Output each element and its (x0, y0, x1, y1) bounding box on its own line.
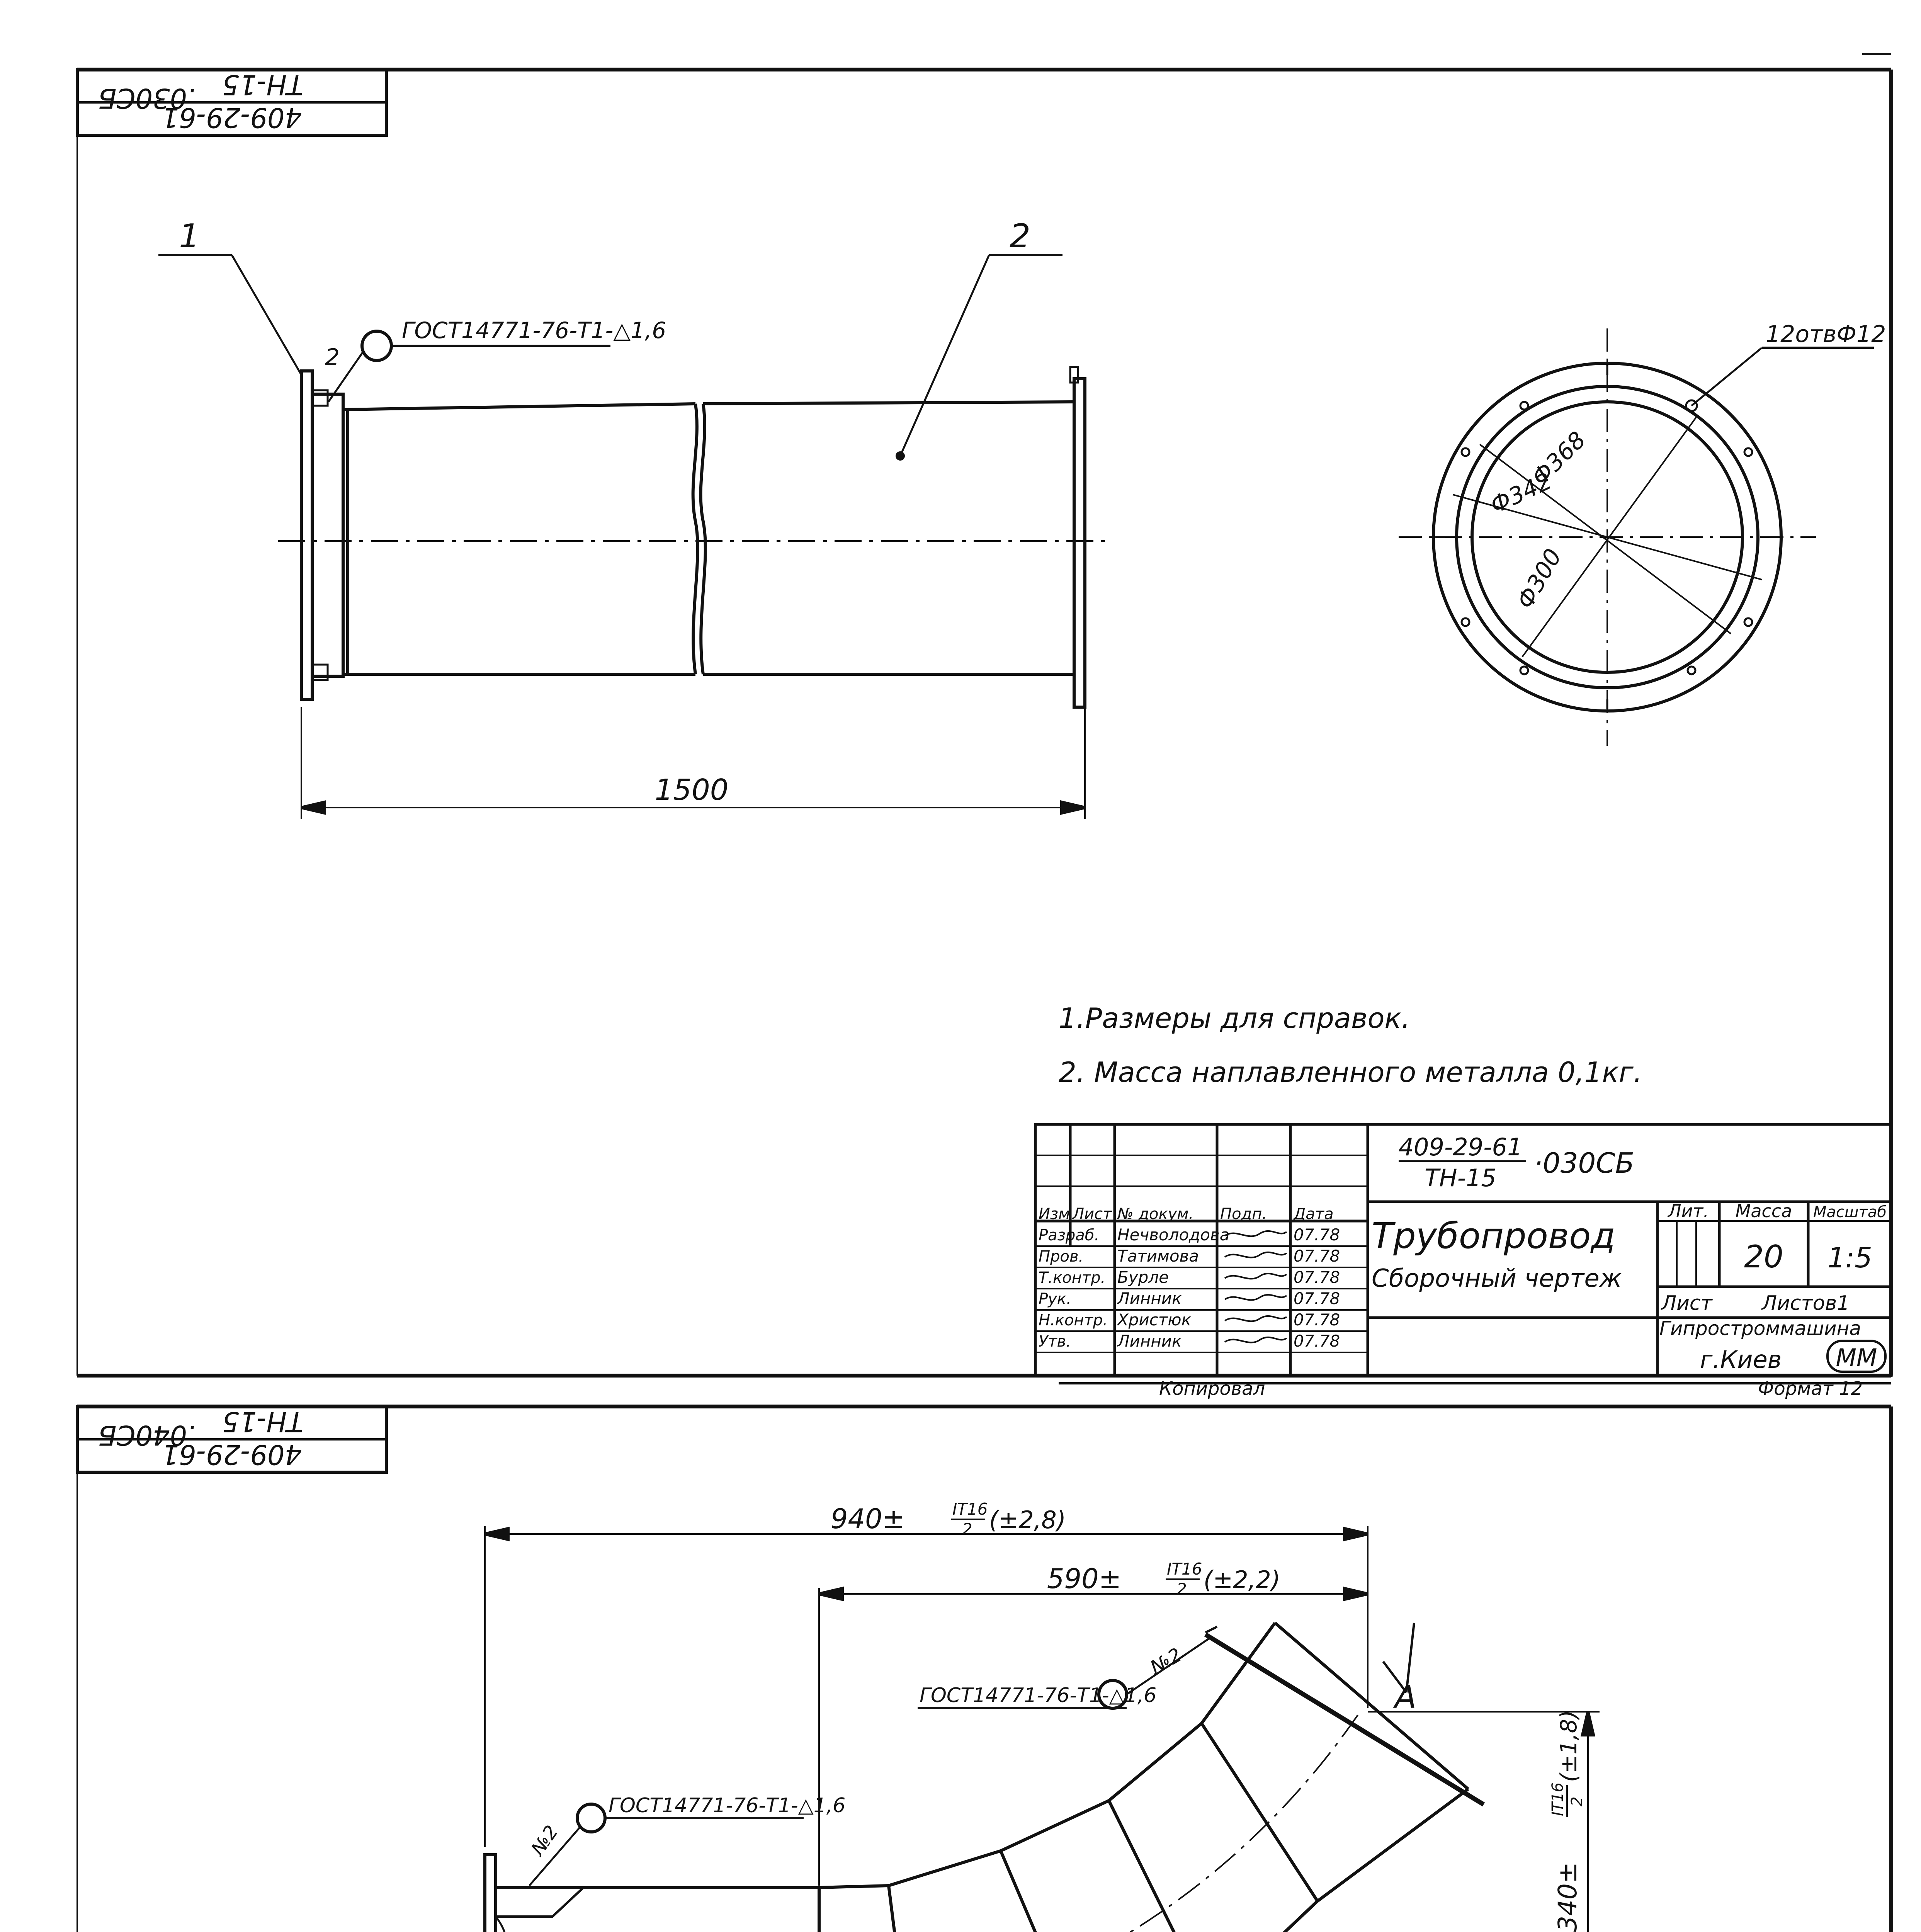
signature-date: 07.78 (1294, 1268, 1340, 1287)
elbow-drawing (402, 1526, 1600, 1932)
tb1-mass-label: Масса (1735, 1201, 1792, 1221)
table-header-cell: № докум. (1117, 1205, 1194, 1223)
dim-940-frac-bottom: 2 (962, 1520, 972, 1539)
section-d342-label: Ф342 (1486, 467, 1556, 519)
tb1-city: г.Киев (1700, 1345, 1782, 1374)
dim-340-frac-top: IT16 (1549, 1782, 1567, 1816)
tb1-subname: Сборочный чертеж (1372, 1264, 1622, 1293)
sheet1-note-2: 2. Масса наплавленного металла 0,1кг. (1059, 1056, 1642, 1088)
pipe-length-dimension: 1500 (654, 773, 729, 807)
tb1-format: Формат 12 (1758, 1378, 1863, 1400)
table-header-cell: Подп. (1220, 1205, 1267, 1223)
signature-role: Разраб. (1039, 1226, 1100, 1244)
section-d368-label: Ф368 (1527, 426, 1591, 491)
tb1-logo: ММ (1836, 1344, 1877, 1372)
signature-name: Христюк (1117, 1310, 1192, 1329)
view-arrow-a-right: А (1395, 1679, 1417, 1716)
signature-name: Нечволодова (1117, 1225, 1230, 1244)
signature-name: Татимова (1117, 1247, 1199, 1265)
sheet2-frame (77, 1406, 1891, 1932)
tb1-sheet-label: Лист (1661, 1292, 1712, 1315)
signature-name: Линник (1117, 1332, 1182, 1350)
section-d300-label: Ф300 (1511, 544, 1567, 614)
signature-scribble (1225, 1316, 1287, 1321)
table-header-cell: Изм (1039, 1205, 1070, 1223)
sheet1-stamp-bottom: ТН-15 (222, 69, 303, 100)
sheet2-corner-stamp (77, 1406, 386, 1472)
sheet1-signature-table (1039, 1205, 1340, 1350)
tb1-sheets-label: Листов1 (1762, 1292, 1850, 1315)
tb1-name: Трубопровод (1372, 1215, 1616, 1257)
sheet1-title-texts (1059, 1133, 1891, 1400)
dim-340: 340± (1553, 1862, 1583, 1932)
dim-340-frac-bottom: 2 (1568, 1796, 1586, 1806)
signature-role: Рук. (1039, 1290, 1071, 1308)
pipe-callout-2: 2 (1009, 217, 1031, 255)
tb1-org: Гипростроммашина (1659, 1317, 1861, 1340)
table-header-cell: Лист (1073, 1205, 1112, 1223)
signature-role: Т.контр. (1039, 1269, 1106, 1287)
sheet2-stamp-top: 409-29-61 (162, 1439, 302, 1470)
dim-940-tol: (±2,8) (989, 1506, 1066, 1534)
table-header-cell: Дата (1294, 1205, 1334, 1223)
flange-section-view (1399, 328, 1874, 746)
signature-role: Утв. (1039, 1333, 1071, 1350)
signature-date: 07.78 (1294, 1332, 1340, 1350)
dim-940: 940± (831, 1503, 905, 1535)
dim-340-tol: (±1,8) (1556, 1710, 1582, 1782)
pipe-weld-mark: 2 (325, 344, 340, 371)
elbow-weld-no2-left: №2 (527, 1821, 563, 1859)
sheet1-stamp-top: 409-29-61 (162, 102, 302, 133)
signature-scribble (1225, 1231, 1287, 1236)
tb1-mass: 20 (1744, 1239, 1783, 1275)
signature-name: Линник (1117, 1289, 1182, 1308)
signature-date: 07.78 (1294, 1225, 1340, 1244)
elbow-dim-590 (1047, 1560, 1280, 1599)
tb1-lit-label: Лит. (1668, 1201, 1709, 1221)
pipe-weld-note: ГОСТ14771-76-Т1-△1,6 (402, 317, 666, 344)
dim-590-frac-bottom: 2 (1176, 1580, 1187, 1599)
elbow-weld-note-top: ГОСТ14771-76-Т1-△1,6 (920, 1684, 1157, 1707)
signature-scribble (1225, 1295, 1287, 1300)
dim-590-tol: (±2,2) (1204, 1566, 1280, 1594)
tb1-scale: 1:5 (1828, 1242, 1872, 1274)
dim-590: 590± (1047, 1563, 1122, 1595)
sheet2-stamp-code: .040СБ (98, 1419, 196, 1451)
elbow-dim-340 (1549, 1710, 1586, 1932)
signature-date: 07.78 (1294, 1247, 1340, 1265)
sheet1-corner-stamp (77, 69, 386, 135)
sheet2-stamp-bottom: ТН-15 (222, 1406, 303, 1437)
signature-name: Бурле (1117, 1268, 1169, 1287)
signature-role: Пров. (1039, 1248, 1084, 1265)
tb1-copied: Копировал (1159, 1378, 1265, 1400)
section-holes-label: 12отвФ12 (1766, 321, 1886, 348)
sheet1-note-1: 1.Размеры для справок. (1059, 1002, 1410, 1034)
signature-date: 07.78 (1294, 1289, 1340, 1308)
tb1-scale-label: Масштаб (1813, 1203, 1887, 1221)
dim-940-frac-top: IT16 (952, 1500, 988, 1519)
signature-scribble (1225, 1252, 1287, 1258)
pipe-callout-1: 1 (178, 217, 200, 255)
signature-role: Н.контр. (1039, 1311, 1108, 1329)
tb1-doc-bottom: ТН-15 (1425, 1164, 1496, 1192)
tb1-doc-code: ·030СБ (1534, 1147, 1634, 1179)
dim-590-frac-top: IT16 (1167, 1560, 1202, 1578)
signature-scribble (1225, 1337, 1287, 1343)
signature-scribble (1225, 1274, 1287, 1279)
signature-date: 07.78 (1294, 1310, 1340, 1329)
elbow-dim-940 (831, 1500, 1066, 1539)
elbow-weld-note-left: ГОСТ14771-76-Т1-△1,6 (609, 1794, 846, 1817)
elbow-weld-no2-top: №2 (1146, 1643, 1186, 1679)
sheet1-stamp-code: .030СБ (98, 82, 196, 114)
tb1-doc-top: 409-29-61 (1398, 1133, 1523, 1161)
